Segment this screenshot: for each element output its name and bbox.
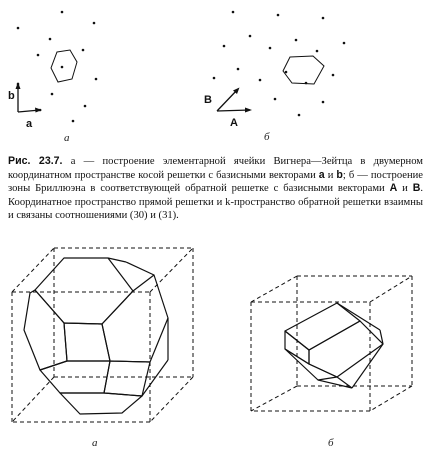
basis-vectors-ab xyxy=(16,82,43,113)
lattice-dots-left xyxy=(17,11,98,123)
caption-part3: . Координатное пространство прямой решетки и k-пространство обратной решетки взаимны и связаны соотношениями (30) и (31). xyxy=(8,183,424,222)
panel-label-b-top: б xyxy=(264,131,270,143)
basis-vectors-AB xyxy=(217,88,252,113)
caption-and1: и xyxy=(324,169,337,181)
lattice-dots-right xyxy=(213,11,346,117)
brillouin-zone xyxy=(283,56,324,84)
caption-part2: ; б — построение зоны Бриллюэна в соответствующей обратной решетке с базисными векторами xyxy=(8,169,424,195)
caption-part1: a — построение элементарной ячейки Вигнера—Зейтца в двумерном координатном пространстве косой решетки с базисными векторами xyxy=(8,156,423,181)
wigner-seitz-cell xyxy=(51,50,77,82)
caption-vec-A: A xyxy=(389,182,398,195)
dashed-cube-right xyxy=(251,276,412,411)
caption-vec-b: b xyxy=(336,168,343,181)
truncated-octahedron xyxy=(24,258,168,414)
vector-b-label: b xyxy=(8,90,15,102)
vector-A-label: A xyxy=(230,117,238,129)
vector-B-label: B xyxy=(204,94,212,106)
panel-label-a-top: a xyxy=(64,132,70,144)
panel-label-a-bottom: a xyxy=(92,437,98,449)
rhombic-dodecahedron xyxy=(285,303,383,388)
caption-head: Рис. 23.7. xyxy=(8,155,63,167)
figure-caption xyxy=(8,155,423,223)
caption-vec-a: a xyxy=(318,168,325,181)
panel-label-b-bottom: б xyxy=(328,437,334,449)
dashed-cube-left xyxy=(12,248,193,422)
caption-and2: и xyxy=(397,183,413,195)
caption-vec-B: B xyxy=(412,182,421,195)
vector-a-label: a xyxy=(26,118,33,130)
